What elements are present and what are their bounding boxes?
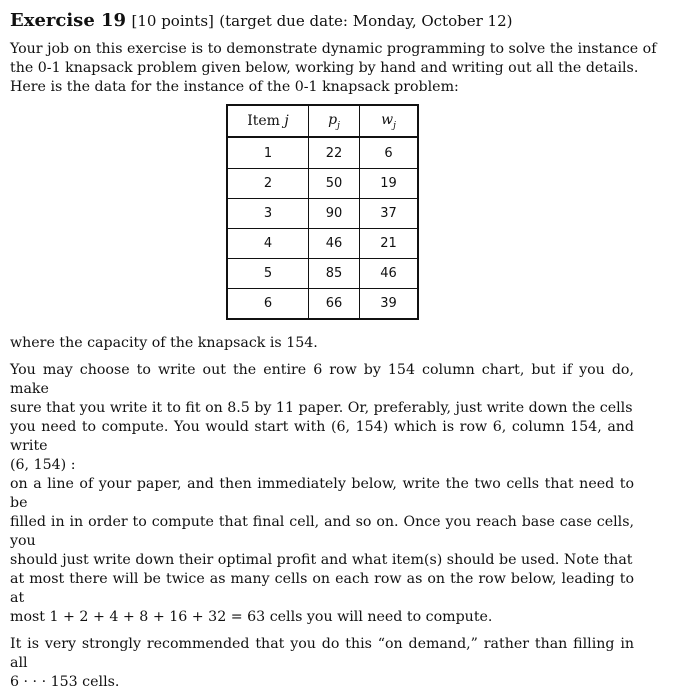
item-cell: 3 (227, 199, 309, 229)
intro-line-3: Here is the data for the instance of the 0-1 knapsack problem: (10, 79, 459, 95)
weight-cell: 19 (360, 169, 419, 199)
instructions-paragraph (10, 361, 634, 627)
table-row (227, 259, 418, 289)
after-table-text (10, 334, 634, 692)
instructions-line-4: (6, 154) : (10, 457, 76, 473)
instructions-line-8: at most there will be twice as many cells on each row as on the row below, leading to at (10, 571, 634, 606)
instructions-line-7: should just write down their optimal profit and what item(s) should be used. Note that (10, 552, 633, 568)
weight-cell: 37 (360, 199, 419, 229)
table-header-row (227, 105, 418, 137)
exercise-points: [10 points] (131, 12, 214, 30)
item-cell: 4 (227, 229, 309, 259)
capacity-text: where the capacity of the knapsack is 154. (10, 335, 318, 351)
knapsack-table (226, 104, 419, 320)
table-row (227, 229, 418, 259)
intro-paragraph (10, 40, 674, 97)
exercise-title: Exercise 19 (10, 10, 127, 31)
instructions-line-9: most 1 + 2 + 4 + 8 + 16 + 32 = 63 cells you will need to compute. (10, 609, 493, 625)
instructions-line-6: filled in in order to compute that final cell, and so on. Once you reach base case cells, you (10, 514, 634, 549)
item-cell: 6 (227, 289, 309, 320)
profit-cell: 22 (309, 137, 360, 169)
table-row (227, 169, 418, 199)
header-profit: $p_j$ (309, 105, 360, 137)
weight-cell: 21 (360, 229, 419, 259)
header-item: Item j (227, 105, 309, 137)
instructions-line-1: You may choose to write out the entire 6 row by 154 column chart, but if you do, make (10, 362, 634, 397)
header-weight: $w_j$ (360, 105, 419, 137)
profit-cell: 66 (309, 289, 360, 320)
exercise-page (10, 10, 674, 97)
instructions-line-2: sure that you write it to fit on 8.5 by 11 paper. Or, preferably, just write down the cells (10, 400, 633, 416)
exercise-heading (10, 10, 674, 32)
item-cell: 2 (227, 169, 309, 199)
exercise-due-date: (target due date: Monday, October 12) (219, 12, 513, 30)
weight-cell: 46 (360, 259, 419, 289)
item-cell: 1 (227, 137, 309, 169)
profit-cell: 46 (309, 229, 360, 259)
table-row (227, 199, 418, 229)
recommendation-line-2: 6 · · · 153 cells. (10, 674, 120, 690)
intro-line-1: Your job on this exercise is to demonstrate dynamic programming to solve the instance of (10, 41, 657, 57)
knapsack-table-wrap (226, 104, 419, 320)
profit-cell: 90 (309, 199, 360, 229)
recommendation-paragraph (10, 635, 634, 692)
intro-line-2: the 0-1 knapsack problem given below, working by hand and writing out all the details. (10, 60, 639, 76)
weight-cell: 39 (360, 289, 419, 320)
profit-cell: 85 (309, 259, 360, 289)
recommendation-line-1: It is very strongly recommended that you do this “on demand,” rather than filling in all (10, 636, 634, 671)
instructions-line-3: you need to compute. You would start with (6, 154) which is row 6, column 154, and write (10, 419, 634, 454)
table-row (227, 289, 418, 320)
table-row (227, 137, 418, 169)
weight-cell: 6 (360, 137, 419, 169)
profit-cell: 50 (309, 169, 360, 199)
instructions-line-5: on a line of your paper, and then immediately below, write the two cells that need to be (10, 476, 634, 511)
item-cell: 5 (227, 259, 309, 289)
